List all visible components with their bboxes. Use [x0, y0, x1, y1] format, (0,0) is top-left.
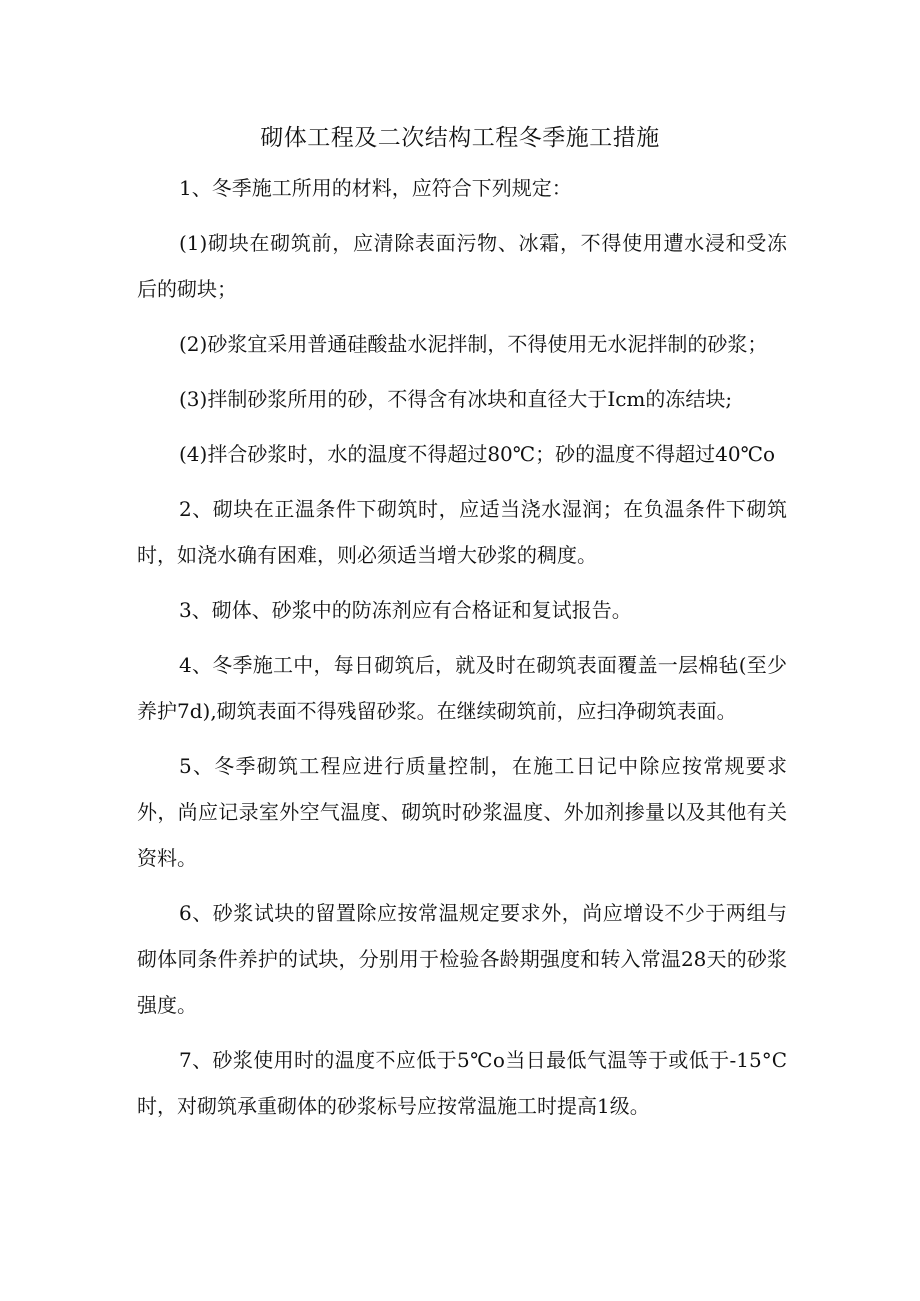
paragraph-1-4: (4)拌合砂浆时，水的温度不得超过80℃；砂的温度不得超过40℃o [179, 442, 776, 466]
document-title: 砌体工程及二次结构工程冬季施工措施 [260, 125, 660, 151]
paragraph-6: 6、砂浆试块的留置除应按常温规定要求外，尚应增设不少于两组与砌体同条件养护的试块，分别用于检验各龄期强度和转入常温28天的砂浆强度。 [137, 901, 787, 1017]
document-body [137, 165, 787, 1138]
paragraph-1-2: (2)砂浆宜采用普通硅酸盐水泥拌制，不得使用无水泥拌制的砂浆； [179, 332, 768, 356]
paragraph-5: 5、冬季砌筑工程应进行质量控制，在施工日记中除应按常规要求外，尚应记录室外空气温度、砌筑时砂浆温度、外加剂掺量以及其他有关资料。 [137, 754, 787, 870]
paragraph-1: 1、冬季施工所用的材料，应符合下列规定： [179, 176, 572, 200]
paragraph-7: 7、砂浆使用时的温度不应低于5℃o当日最低气温等于或低于-15°C时，对砌筑承重砌体的砂浆标号应按常温施工时提高1级。 [137, 1048, 787, 1118]
paragraph-3: 3、砌体、砂浆中的防冻剂应有合格证和复试报告。 [179, 598, 632, 622]
paragraph-1-1: (1)砌块在砌筑前，应清除表面污物、冰霜，不得使用遭水浸和受冻后的砌块； [137, 231, 787, 301]
paragraph-2: 2、砌块在正温条件下砌筑时，应适当浇水湿润；在负温条件下砌筑时，如浇水确有困难，则必须适当增大砂浆的稠度。 [137, 497, 787, 567]
paragraph-1-3: (3)拌制砂浆所用的砂，不得含有冰块和直径大于Icm的冻结块; [179, 387, 733, 411]
paragraph-4: 4、冬季施工中，每日砌筑后，就及时在砌筑表面覆盖一层棉毡(至少养护7d),砌筑表面不得残留砂浆。在继续砌筑前，应扫净砌筑表面。 [137, 653, 787, 723]
